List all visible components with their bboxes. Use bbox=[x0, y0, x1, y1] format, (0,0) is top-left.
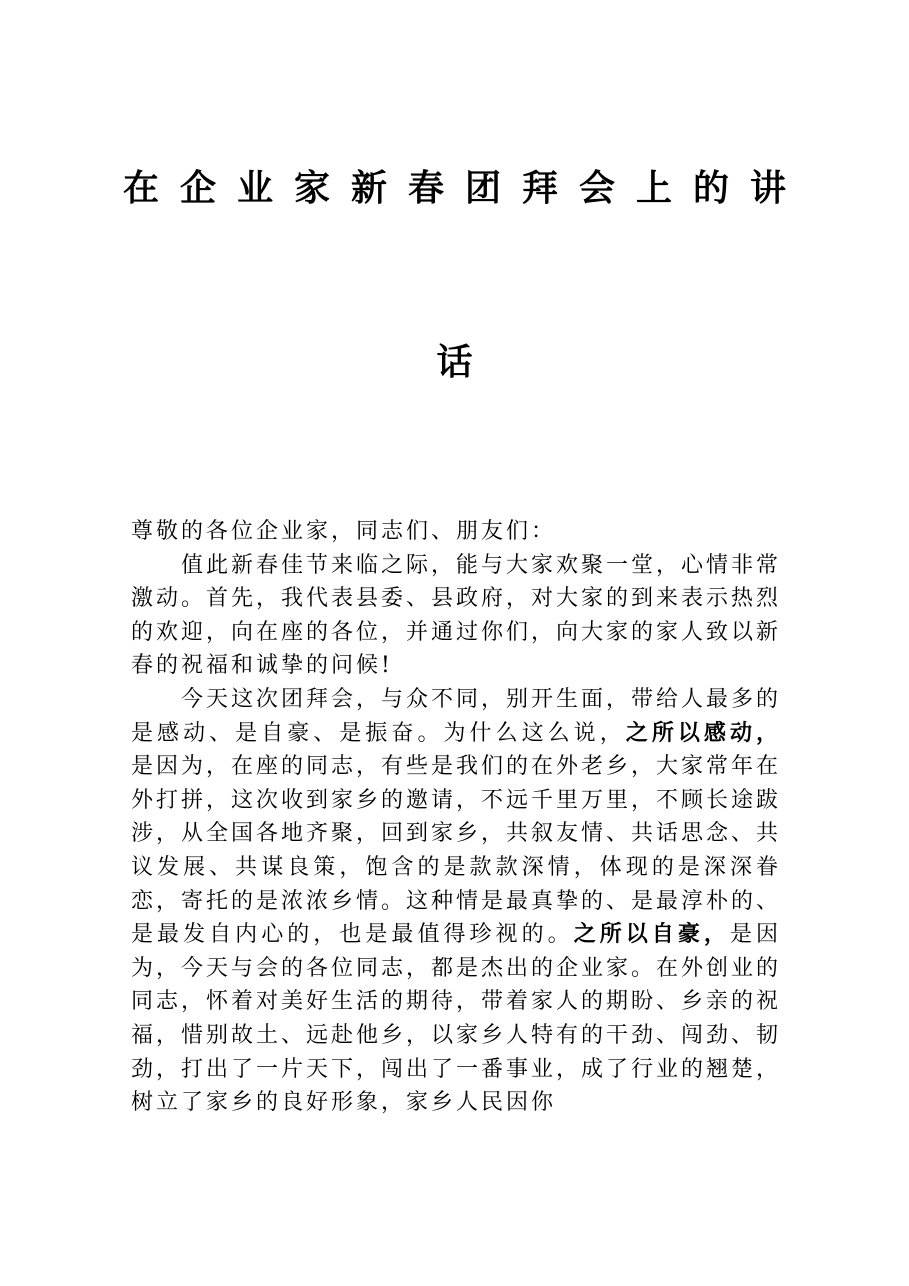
document-title-line-2: 话 bbox=[436, 341, 473, 383]
salutation: 尊敬的各位企业家，同志们、朋友们： bbox=[131, 519, 557, 544]
paragraph-text: 是因为，今天与会的各位同志，都是杰出的企业家。在外创业的同志，怀着对美好生活的期待，带着家人的期盼、乡亲的祝福，惜别故土、远赴他乡，以家乡人特有的干劲、闯劲、韧劲，打出了一片天下，闯出了一番事业，成了行业的翘楚，树立了家乡的良好形象，家乡人民因你 bbox=[131, 922, 782, 1116]
document-title-line-1: 在企业家新春团拜会上的讲 bbox=[122, 167, 807, 209]
emphasis-proud: 之所以自豪， bbox=[573, 921, 730, 948]
paragraph-welcome: 值此新春佳节来临之际，能与大家欢聚一堂，心情非常激动。首先，我代表县委、县政府，对大家的到来表示热烈的欢迎，向在座的各位，并通过你们，向大家的家人致以新春的祝福和诚挚的问候! bbox=[131, 552, 782, 679]
paragraph-reasons bbox=[131, 683, 781, 1120]
document-body bbox=[131, 515, 781, 1120]
emphasis-moved: 之所以感动， bbox=[625, 719, 781, 746]
paragraph-text: 是因为，在座的同志，有些是我们的在外老乡，大家常年在外打拼，这次收到家乡的邀请，不远千里万里，不顾长途跋涉，从全国各地齐聚，回到家乡，共叙友情、共话思念、共议发展、共谋良策，饱含的是款款深情，体现的是深深眷恋，寄托的是浓浓乡情。这种情是最真挚的、是最淳朴的、是最发自内心的，也是最值得珍视的。 bbox=[131, 754, 782, 948]
paragraph-text: 今天这次团拜会，与众不同，别开生面，带给人最多的是感动、是自豪、是振奋。为什么这么说， bbox=[131, 686, 782, 746]
